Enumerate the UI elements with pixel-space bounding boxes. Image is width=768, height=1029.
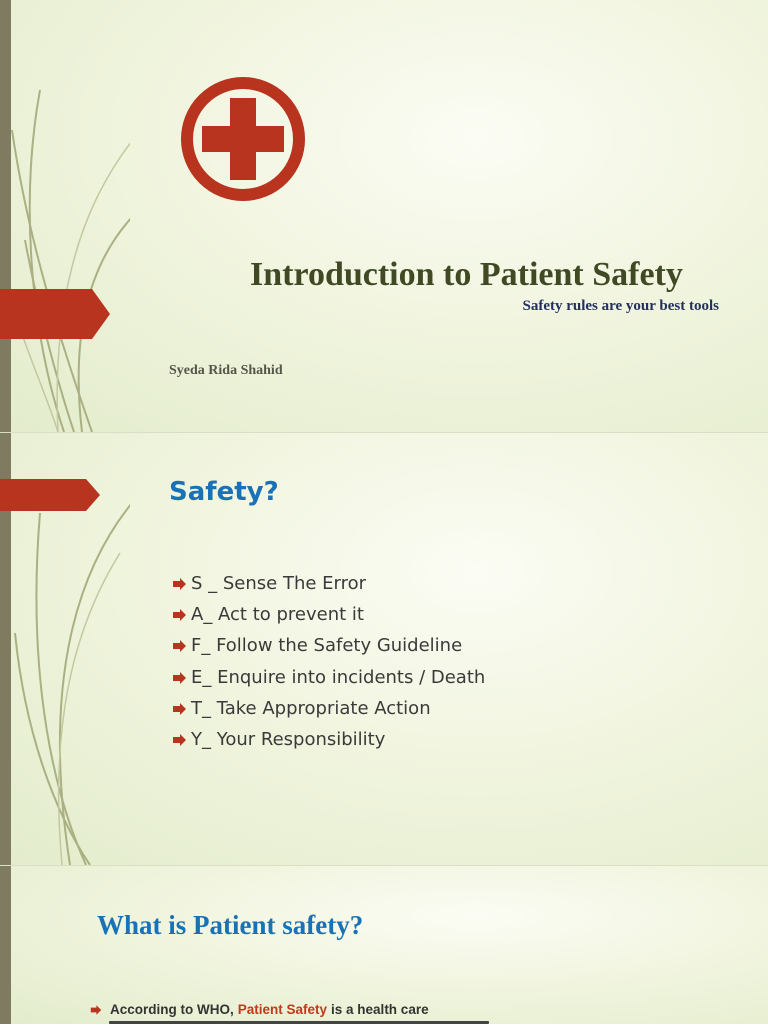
list-item xyxy=(172,693,485,724)
safety-acronym-list xyxy=(172,568,485,756)
arrow-bullet-icon xyxy=(172,672,187,684)
patient-safety-highlight: Patient Safety xyxy=(237,1002,328,1017)
arrow-bullet-icon xyxy=(172,703,187,715)
slide-title xyxy=(0,0,768,432)
list-item-text: S _ Sense The Error xyxy=(191,572,367,594)
slide-sidebar xyxy=(0,866,11,1024)
who-definition-paragraph xyxy=(90,1002,730,1017)
safety-heading: Safety? xyxy=(169,477,279,507)
list-item-text: F_ Follow the Safety Guideline xyxy=(191,635,463,657)
list-item-text: E_ Enquire into incidents / Death xyxy=(191,666,486,688)
clipped-text-line xyxy=(109,1019,489,1029)
presentation-subtitle: Safety rules are your best tools xyxy=(522,298,719,314)
list-item xyxy=(172,662,485,693)
decorative-curves xyxy=(0,0,130,432)
arrow-bullet-icon xyxy=(172,609,187,621)
title-tab-marker xyxy=(0,289,110,339)
arrow-bullet-icon xyxy=(172,578,187,590)
arrow-bullet-icon xyxy=(90,1005,102,1015)
arrow-bullet-icon xyxy=(172,640,187,652)
slide-what-is-patient-safety xyxy=(0,866,768,1024)
arrow-bullet-icon xyxy=(172,734,187,746)
list-item xyxy=(172,599,485,630)
list-item xyxy=(172,631,485,662)
medical-cross-icon xyxy=(180,76,306,202)
list-item-text: A_ Act to prevent it xyxy=(191,603,364,625)
section-tab-marker xyxy=(0,479,100,511)
patient-safety-heading: What is Patient safety? xyxy=(97,910,364,940)
presentation-title: Introduction to Patient Safety xyxy=(250,256,683,293)
list-item xyxy=(172,724,485,755)
list-item-text: Y_ Your Responsibility xyxy=(191,729,386,751)
list-item xyxy=(172,568,485,599)
definition-prefix: According to WHO, xyxy=(110,1002,234,1017)
definition-suffix: is a health care xyxy=(331,1002,429,1017)
list-item-text: T_ Take Appropriate Action xyxy=(191,697,431,719)
author-name: Syeda Rida Shahid xyxy=(169,363,283,378)
